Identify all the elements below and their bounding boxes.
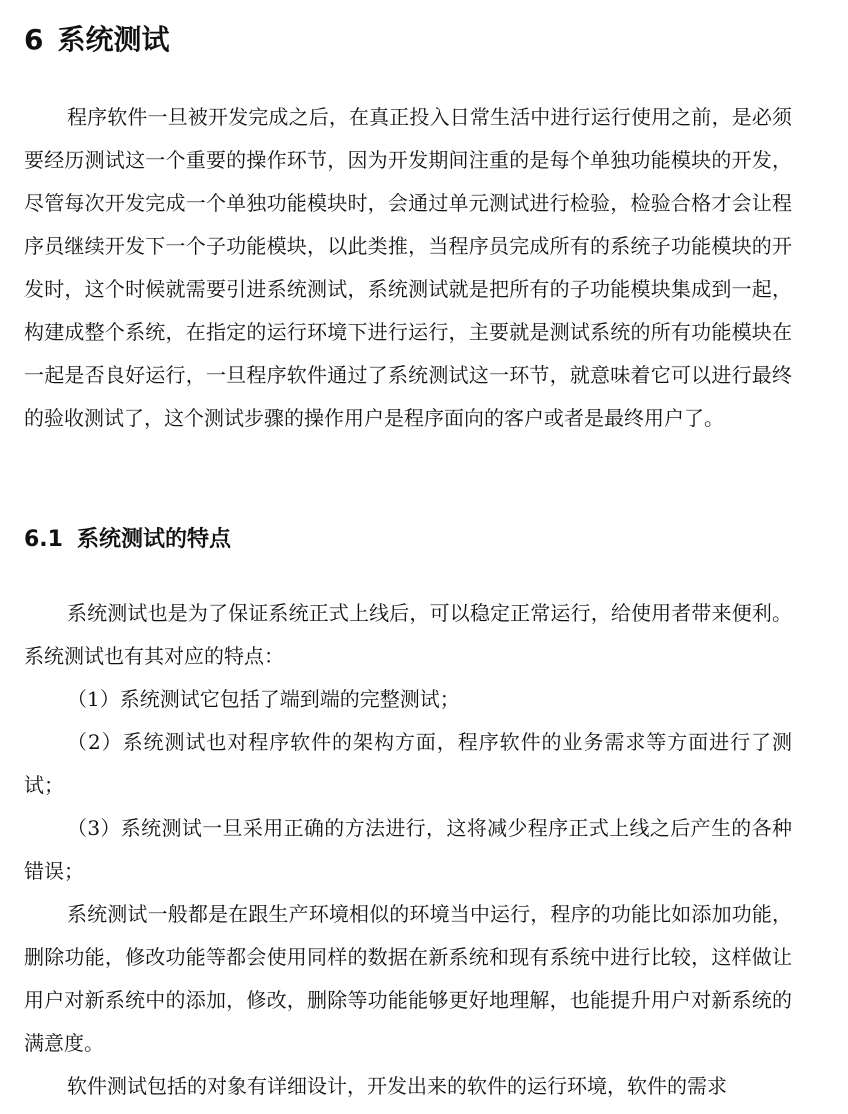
chapter-title: 系统测试 xyxy=(57,23,170,56)
intro-paragraph: 程序软件一旦被开发完成之后，在真正投入日常生活中进行运行使用之前，是必须要经历测试这一个重要的操作环节，因为开发期间注重的是每个单独功能模块的开发，尽管每次开发完成一个单独功能模块时，会通过单元测试进行检验，检验合格才会让程序员继续开发下一个子功能模块，以此类推，当程序员完成所有的系统子功能模块的开发时，这个时候就需要引进系统测试，系统测试就是把所有的子功能模块集成到一起，构建成整个系统，在指定的运行环境下进行运行，主要就是测试系统的所有功能模块在一起是否良好运行，一旦程序软件通过了系统测试这一环节，就意味着它可以进行最终的验收测试了，这个测试步骤的操作用户是程序面向的客户或者是最终用户了。 xyxy=(24,105,792,430)
feature-item-2: （2）系统测试也对程序软件的架构方面，程序软件的业务需求等方面进行了测试； xyxy=(24,730,792,797)
chapter-heading xyxy=(24,20,170,60)
feature-item-3: （3）系统测试一旦采用正确的方法进行，这将减少程序正式上线之后产生的各种错误； xyxy=(24,816,792,883)
objects-paragraph: 软件测试包括的对象有详细设计，开发出来的软件的运行环境，软件的需求 xyxy=(67,1074,727,1098)
chapter-number: 6 xyxy=(24,23,44,56)
features-intro-paragraph: 系统测试也是为了保证系统正式上线后，可以稳定正常运行，给使用者带来便利。系统测试也有其对应的特点： xyxy=(24,601,792,668)
section-title: 系统测试的特点 xyxy=(76,527,231,552)
section-heading xyxy=(24,522,231,558)
feature-item-1: （1）系统测试它包括了端到端的完整测试； xyxy=(67,687,460,711)
environment-paragraph: 系统测试一般都是在跟生产环境相似的环境当中运行，程序的功能比如添加功能，删除功能，修改功能等都会使用同样的数据在新系统和现有系统中进行比较，这样做让用户对新系统中的添加，修改，删除等功能能够更好地理解，也能提升用户对新系统的满意度。 xyxy=(24,902,792,1055)
section-number: 6.1 xyxy=(24,527,63,552)
